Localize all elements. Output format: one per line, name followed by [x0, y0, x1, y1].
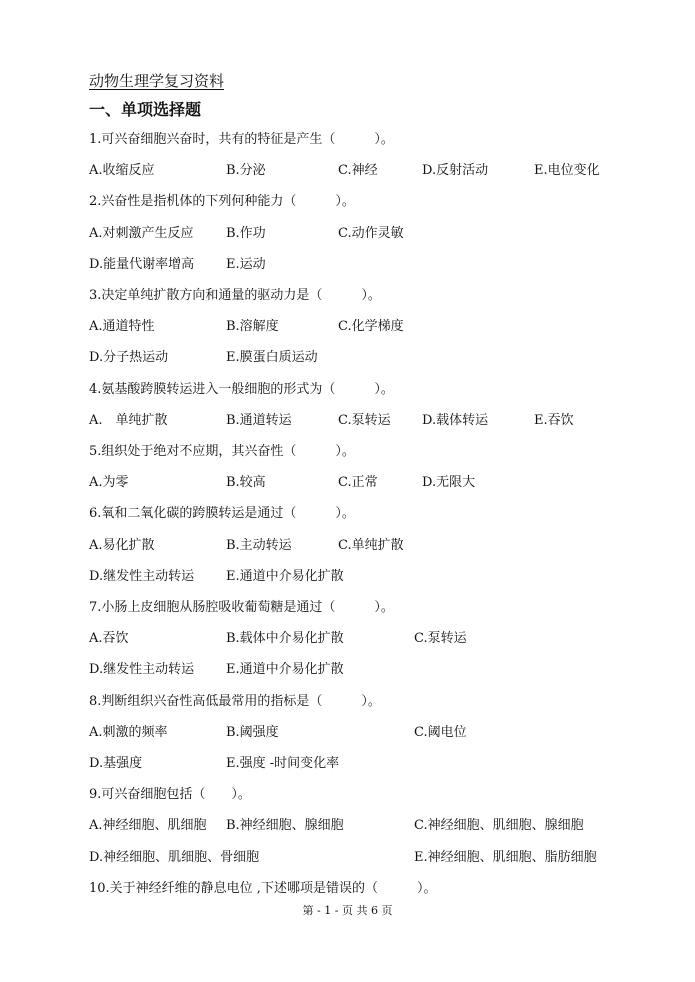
answer-option: E.电位变化 — [534, 163, 600, 178]
answer-option: C.正常 — [338, 475, 378, 490]
answer-option: C.阈电位 — [414, 725, 467, 740]
answer-option: A.收缩反应 — [89, 163, 155, 178]
answer-option: E.通道中介易化扩散 — [226, 662, 344, 677]
question-text: 10.关于神经纤维的静息电位 ,下述哪项是错误的（ ）。 — [89, 881, 437, 896]
answer-option: D.基强度 — [89, 756, 143, 771]
answer-option: D.无限大 — [422, 475, 476, 490]
answer-option: D.分子热运动 — [89, 350, 169, 365]
answer-option: C.动作灵敏 — [338, 226, 404, 241]
answer-option: C.化学梯度 — [338, 319, 404, 334]
answer-option: E.吞饮 — [534, 413, 574, 428]
answer-option: C.单纯扩散 — [338, 538, 404, 553]
answer-option: B.主动转运 — [226, 538, 292, 553]
answer-option: A.易化扩散 — [89, 538, 155, 553]
answer-option: B.作功 — [226, 226, 266, 241]
answer-option: B.神经细胞、腺细胞 — [226, 818, 344, 833]
answer-option: D.能量代谢率增高 — [89, 257, 195, 272]
answer-option: E.神经细胞、肌细胞、脂肪细胞 — [414, 850, 597, 865]
answer-option: B.载体中介易化扩散 — [226, 631, 344, 646]
answer-option: B.较高 — [226, 475, 266, 490]
answer-option: A.吞饮 — [89, 631, 129, 646]
answer-option: E.通道中介易化扩散 — [226, 569, 344, 584]
question-text: 1.可兴奋细胞兴奋时，共有的特征是产生（ ）。 — [89, 132, 394, 147]
answer-option: E.强度 -时间变化率 — [226, 756, 340, 771]
answer-option: D.继发性主动转运 — [89, 662, 195, 677]
answer-option: C.泵转运 — [414, 631, 467, 646]
question-text: 2.兴奋性是指机体的下列何种能力（ ）。 — [89, 194, 355, 209]
answer-option: D.载体转运 — [422, 413, 489, 428]
page-footer: 第 - 1 - 页 共 6 页 — [302, 904, 393, 917]
answer-option: C.神经细胞、肌细胞、腺细胞 — [414, 818, 584, 833]
question-text: 3.决定单纯扩散方向和通量的驱动力是（ ）。 — [89, 288, 381, 303]
answer-option: B.阈强度 — [226, 725, 279, 740]
answer-option: C.泵转运 — [338, 413, 391, 428]
answer-option: A.为零 — [89, 475, 129, 490]
answer-option: A.神经细胞、肌细胞 — [89, 818, 207, 833]
answer-option: B.溶解度 — [226, 319, 279, 334]
answer-option: E.运动 — [226, 257, 266, 272]
document-title: 动物生理学复习资料 — [89, 72, 225, 90]
answer-option: D.反射活动 — [422, 163, 489, 178]
answer-option: A. 单纯扩散 — [89, 413, 168, 428]
question-text: 7.小肠上皮细胞从肠腔吸收葡萄糖是通过（ ）。 — [89, 600, 394, 615]
answer-option: D.继发性主动转运 — [89, 569, 195, 584]
answer-option: A.刺激的频率 — [89, 725, 168, 740]
answer-option: A.对刺激产生反应 — [89, 226, 194, 241]
question-text: 4.氨基酸跨膜转运进入一般细胞的形式为（ ）。 — [89, 382, 394, 397]
question-text: 5.组织处于绝对不应期，其兴奋性（ ）。 — [89, 444, 355, 459]
answer-option: C.神经 — [338, 163, 378, 178]
answer-option: E.膜蛋白质运动 — [226, 350, 318, 365]
question-text: 8.判断组织兴奋性高低最常用的指标是（ ）。 — [89, 694, 381, 709]
answer-option: D.神经细胞、肌细胞、骨细胞 — [89, 850, 260, 865]
section-heading: 一、单项选择题 — [89, 100, 202, 119]
question-text: 6.氧和二氧化碳的跨膜转运是通过（ ）。 — [89, 506, 355, 521]
answer-option: A.通道特性 — [89, 319, 155, 334]
answer-option: B.通道转运 — [226, 413, 292, 428]
answer-option: B.分泌 — [226, 163, 266, 178]
question-text: 9.可兴奋细胞包括（ ）。 — [89, 787, 251, 802]
